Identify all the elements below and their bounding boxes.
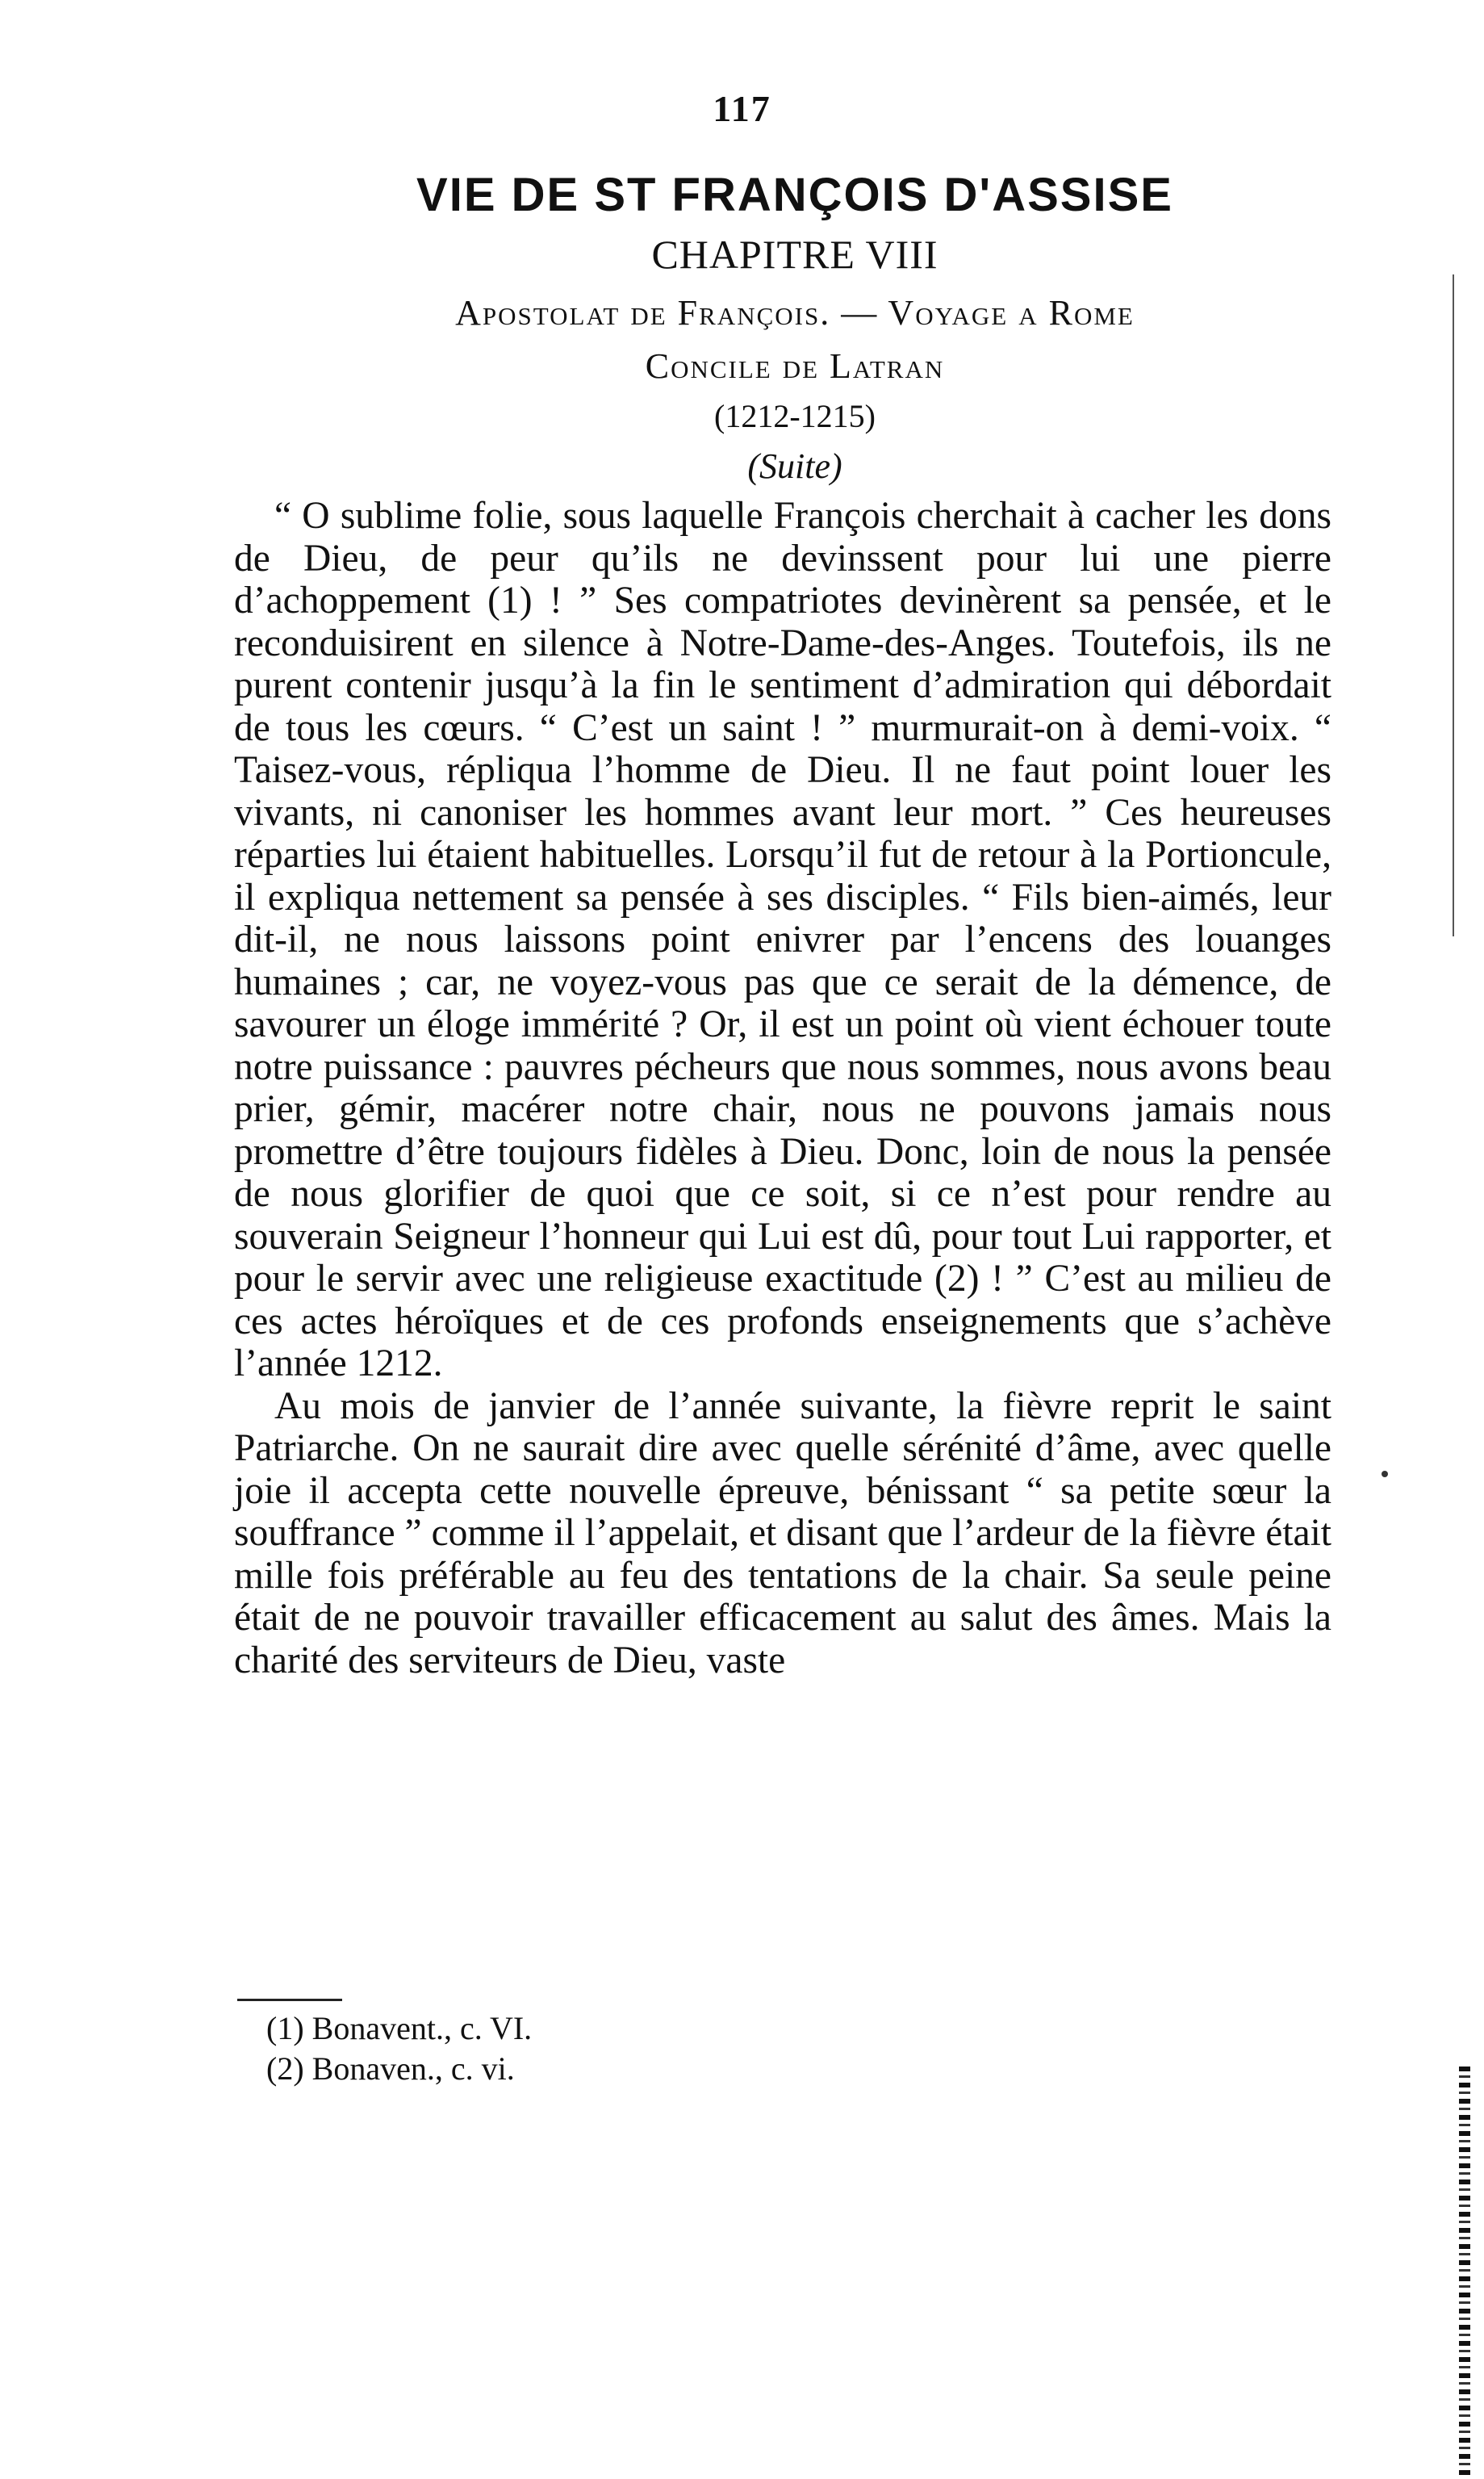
chapter-heading: CHAPITRE VIII	[651, 232, 938, 277]
footnote: (1) Bonavent., c. VI.	[266, 2010, 533, 2046]
page-edge-line	[1453, 274, 1454, 936]
body-text	[234, 495, 1331, 1681]
book-title: VIE DE ST FRANÇOIS D'ASSISE	[416, 169, 1173, 221]
footnotes	[266, 2008, 532, 2089]
paragraph: Au mois de janvier de l’année suivante, la fièvre reprit le saint Patriarche. On ne saurait dire avec quelle sérénité d’âme, avec quelle joie il accepta cette nouvelle épreuve, bénissant “ sa petite sœur la souffrance ” comme il l’appelait, et disant que l’ardeur de la fièvre était mille fois préférable au feu des tentations de la chair. Sa seule peine était de ne pouvoir travailler efficacement au salut des âmes. Mais la charité des serviteurs de Dieu, vaste	[234, 1384, 1331, 1681]
paragraph: “ O sublime folie, sous laquelle François cherchait à cacher les dons de Dieu, de peur qu’ils ne devinssent pour lui une pierre d’achoppement (1) ! ” Ses compatriotes devinèrent sa pensée, et le reconduisirent en silence à Notre-Dame-des-Anges. Toutefois, ils ne purent contenir jusqu’à la fin le sentiment d’admiration qui débordait de tous les cœurs. “ C’est un saint ! ” murmurait-on à demi-voix. “ Taisez-vous, répliqua l’homme de Dieu. Il ne faut point louer les vivants, ni canoniser les hommes avant leur mort. ” Ces heureuses réparties lui étaient habituelles. Lorsqu’il fut de retour à la Portioncule, il expliqua nettement sa pensée à ses disciples. “ Fils bien-aimés, leur dit-il, ne nous laissons point enivrer par l’encens des louanges humaines ; car, ne voyez-vous pas que ce serait de la démence, de savourer un éloge immérité ? Or, il est un point où vient échouer toute notre puissance : pauvres pécheurs que nous sommes, nous avons beau prier, gémir, macérer notre chair, nous ne pouvons jamais nous promettre d’être toujours fidèles à Dieu. Donc, loin de nous la pensée de nous glorifier de quoi que ce soit, si ce n’est pour rendre au souverain Seigneur l’honneur qui Lui est dû, pour tout Lui rapporter, et pour le servir avec une religieuse exactitude (2) ! ” C’est au milieu de ces actes héroïques et de ces profonds enseignements que s’achève l’année 1212.	[234, 495, 1331, 1384]
chapter-subtitle: Apostolat de François. — Voyage a Rome	[455, 293, 1135, 333]
page-edge-scan-artifact	[1459, 2067, 1470, 2479]
footnote-rule	[237, 1999, 342, 2001]
chapter-years: (1212-1215)	[714, 398, 876, 434]
footnote: (2) Bonaven., c. vi.	[266, 2050, 515, 2087]
continuation-label: (Suite)	[747, 446, 842, 486]
chapter-subtitle-continued: Concile de Latran	[645, 346, 945, 386]
page-number: 117	[713, 88, 771, 129]
scan-speck	[1382, 1471, 1388, 1477]
